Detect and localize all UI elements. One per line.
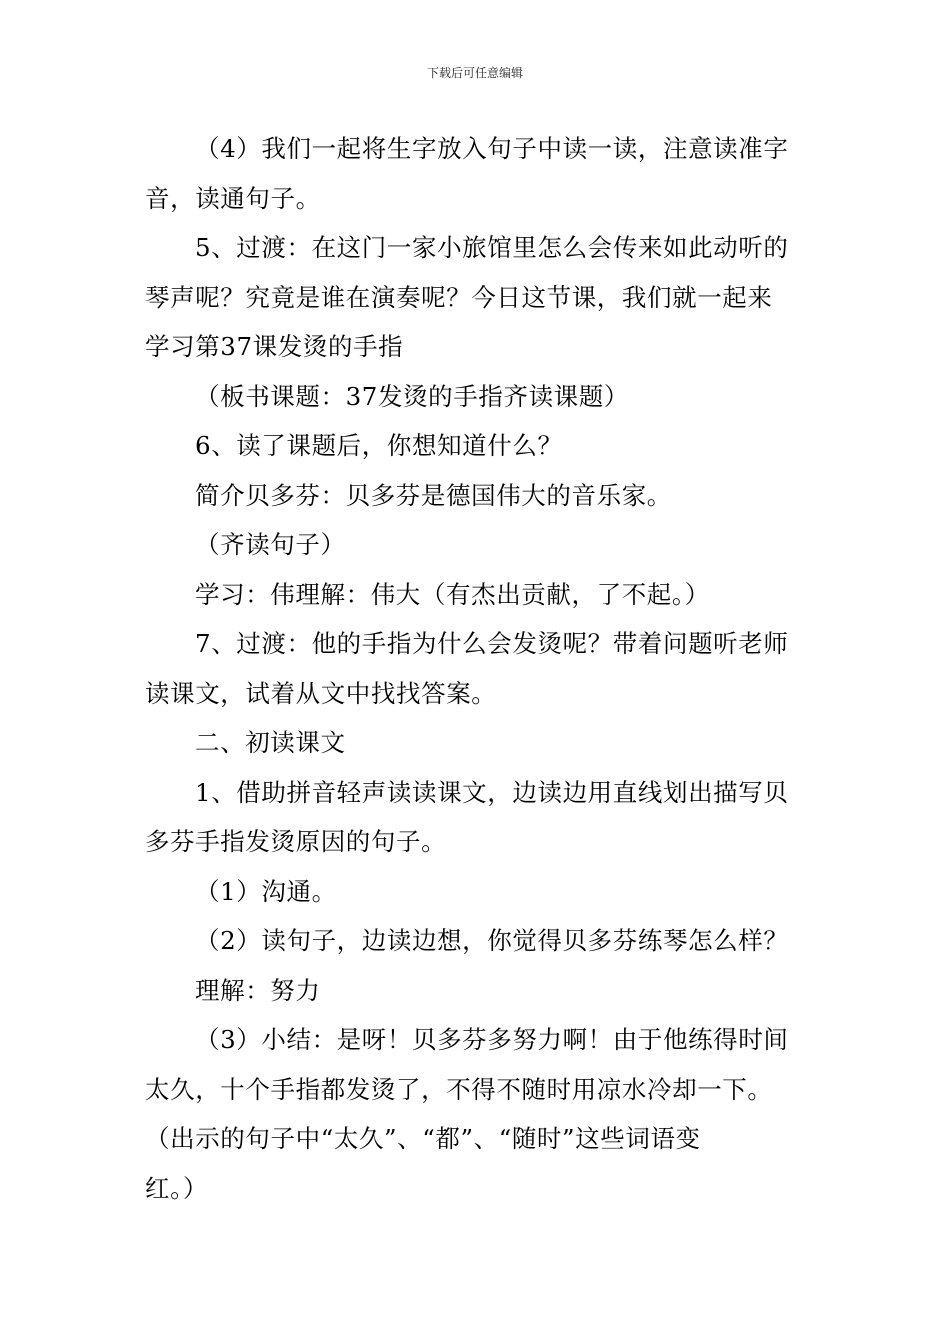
paragraph-line: 多芬手指发烫原因的句子。 <box>145 827 447 856</box>
document-body <box>145 124 807 1213</box>
paragraph-line: 简介贝多芬：贝多芬是德国伟大的音乐家。 <box>195 480 672 510</box>
paragraph-line: 学习：伟理解：伟大（有杰出贡献，了不起。） <box>195 579 710 609</box>
paragraph-line: （1）沟通。 <box>195 876 337 906</box>
page-header: 下载后可任意编辑 <box>426 66 523 80</box>
paragraph-line: 7、过渡：他的手指为什么会发烫呢？带着问题听老师 <box>195 629 789 658</box>
paragraph-line: 音，读通句子。 <box>145 183 321 213</box>
paragraph-line: 5、过渡：在这门一家小旅馆里怎么会传来如此动听的 <box>195 233 789 262</box>
paragraph-line: （板书课题：37发烫的手指齐读课题） <box>195 381 629 411</box>
paragraph-line: （3）小结：是呀！贝多芬多努力啊！由于他练得时间 <box>195 1025 789 1054</box>
section-heading: 二、初读课文 <box>195 728 346 757</box>
paragraph-line: 红。） <box>145 1173 209 1203</box>
paragraph-line: （出示的句子中“太久”、“都”、“随时”这些词语变 <box>145 1124 701 1153</box>
paragraph-line: 学习第37课发烫的手指 <box>145 332 404 361</box>
paragraph-line: 1、借助拼音轻声读读课文，边读边用直线划出描写贝 <box>195 777 789 807</box>
paragraph-line: 理解：努力 <box>195 975 321 1005</box>
paragraph-line: （2）读句子，边读边想，你觉得贝多芬练琴怎么样？ <box>195 926 789 955</box>
paragraph-line: （4）我们一起将生字放入句子中读一读，注意读准字 <box>195 134 789 163</box>
paragraph-line: 太久，十个手指都发烫了，不得不随时用凉水冷却一下。 <box>145 1074 773 1104</box>
paragraph-line: 读课文，试着从文中找找答案。 <box>145 678 497 708</box>
paragraph-line: （齐读句子） <box>195 530 346 559</box>
paragraph-line: 琴声呢？究竟是谁在演奏呢？今日这节课，我们就一起来 <box>145 282 773 312</box>
paragraph-line: 6、读了课题后，你想知道什么？ <box>195 431 563 460</box>
